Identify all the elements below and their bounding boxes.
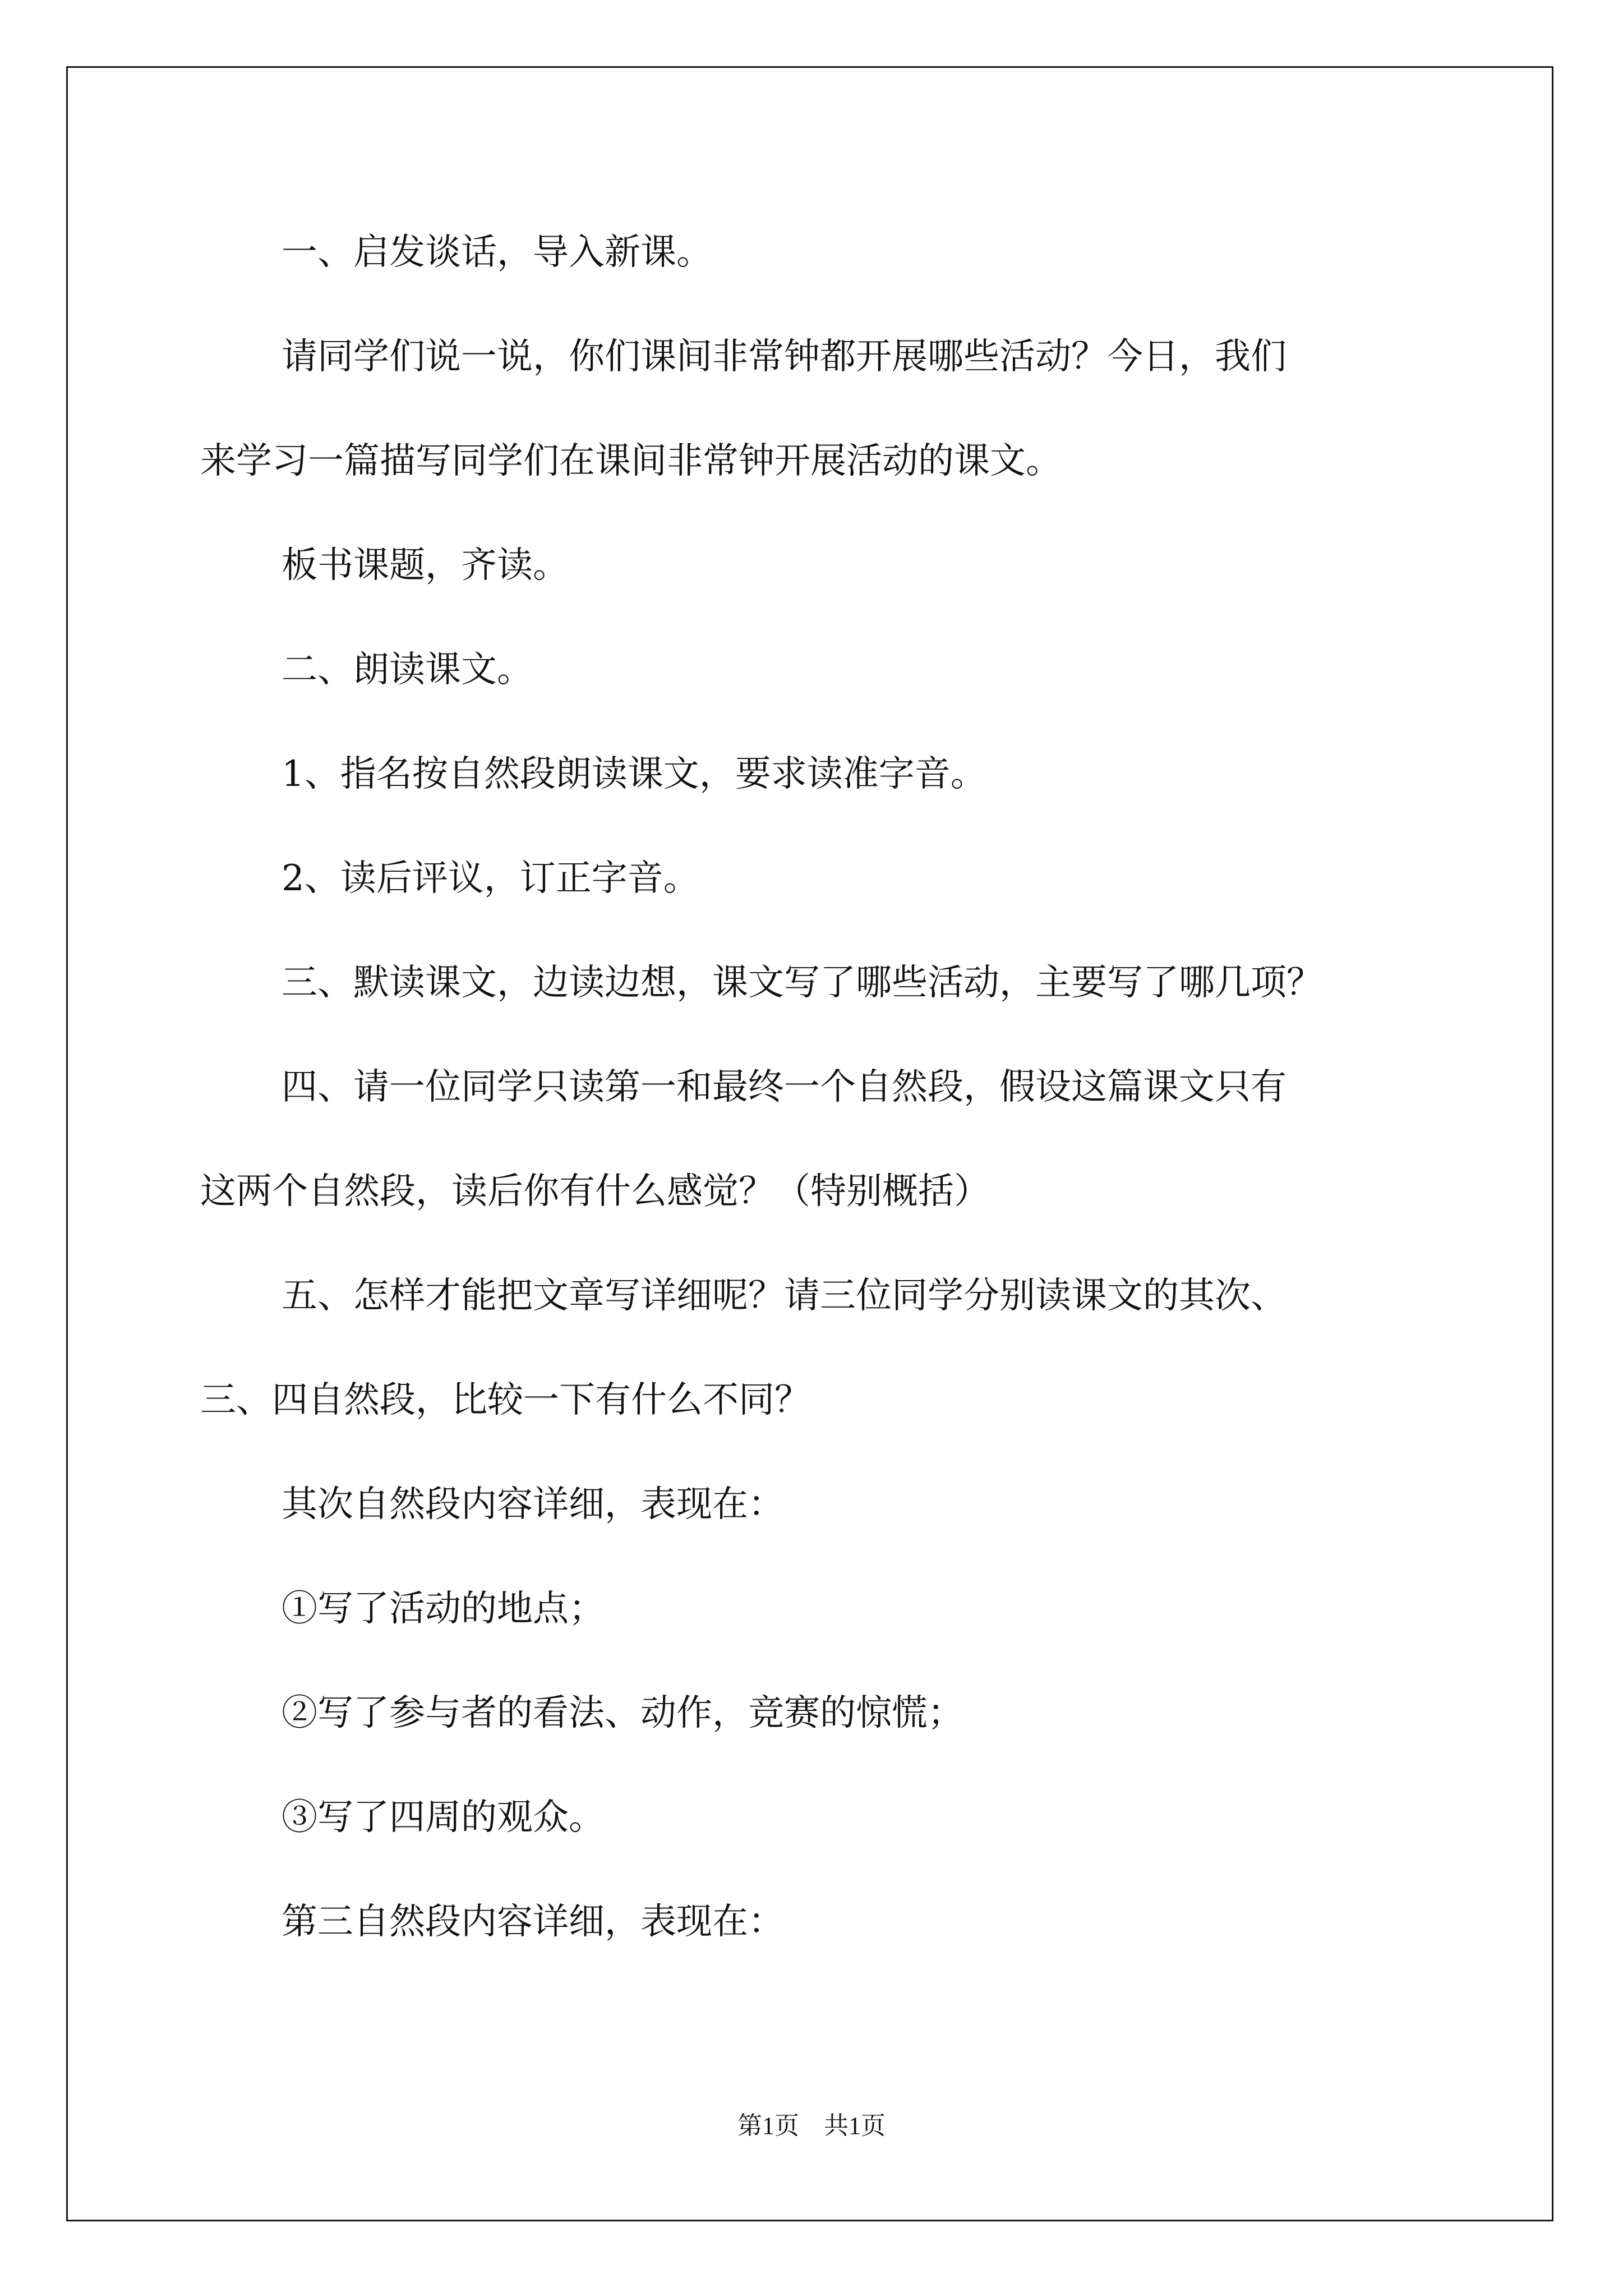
list-item: ③写了四周的观众。 (282, 1797, 605, 1838)
paragraph: 一、启发谈话，导入新课。 (282, 232, 712, 273)
paragraph: 三、默读课文，边读边想，课文写了哪些活动，主要写了哪几项？ (282, 962, 1322, 1004)
list-item: ①写了活动的地点； (282, 1588, 605, 1630)
paragraph: 五、怎样才能把文章写详细呢？请三位同学分别读课文的其次、 (282, 1275, 1287, 1317)
paragraph: 1、指名按自然段朗读课文，要求读准字音。 (282, 753, 986, 795)
page-border (66, 66, 1553, 2221)
list-item: ②写了参与者的看法、动作，竞赛的惊慌； (282, 1692, 963, 1734)
page-number-footer: 第1页 共1页 (737, 2112, 886, 2139)
paragraph-continuation: 来学习一篇描写同学们在课间非常钟开展活动的课文。 (200, 440, 1062, 482)
paragraph: 板书课题，齐读。 (282, 545, 569, 586)
paragraph: 第三自然段内容详细，表现在： (282, 1901, 784, 1943)
paragraph: 四、请一位同学只读第一和最终一个自然段，假设这篇课文只有 (282, 1066, 1287, 1108)
paragraph-continuation: 这两个自然段，读后你有什么感觉？（特别概括） (200, 1171, 990, 1212)
paragraph-continuation: 三、四自然段，比较一下有什么不同？ (200, 1379, 810, 1421)
paragraph: 2、读后评议，订正字音。 (282, 858, 699, 899)
paragraph: 二、朗读课文。 (282, 649, 533, 691)
paragraph: 其次自然段内容详细，表现在： (282, 1484, 784, 1525)
paragraph: 请同学们说一说，你们课间非常钟都开展哪些活动？今日，我们 (282, 336, 1287, 378)
